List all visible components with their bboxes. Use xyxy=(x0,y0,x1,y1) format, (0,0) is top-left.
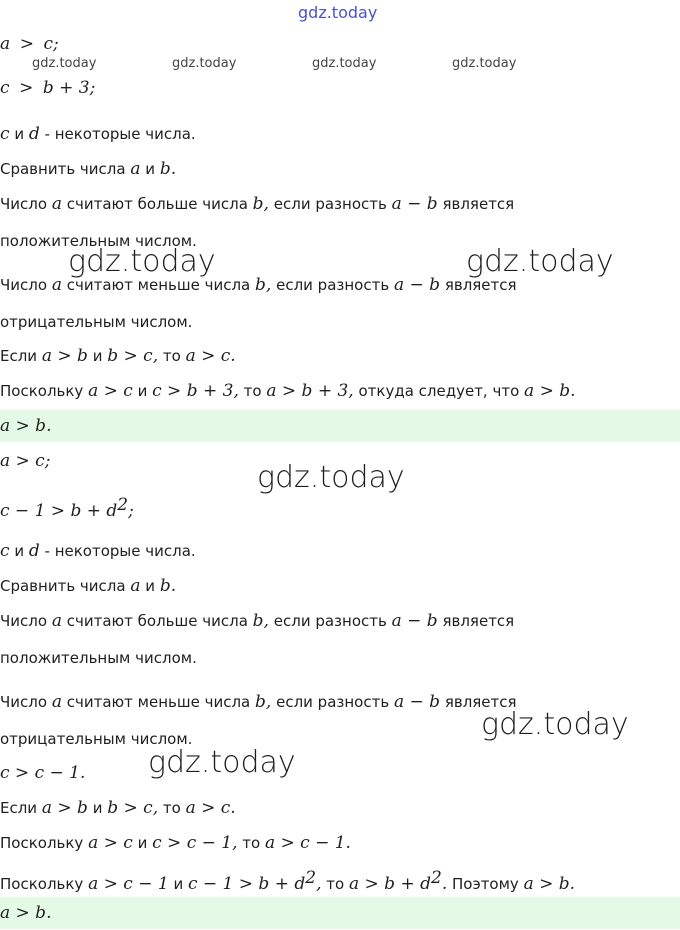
given-line: c и d - некоторые числа. xyxy=(0,124,196,144)
rule-line: Число a считают больше числа b, если разность a − b является xyxy=(0,194,515,214)
reasoning-line: Поскольку a > c и c > b + 3, то a > b + 3, откуда следует, что a > b. xyxy=(0,381,576,401)
answer-line: a > b. xyxy=(0,416,52,436)
task-line: Сравнить числа a и b. xyxy=(0,576,177,596)
watermark-large: gdz.today xyxy=(148,745,296,780)
watermark-large: gdz.today xyxy=(257,460,405,495)
watermark-small: gdz.today xyxy=(32,56,97,71)
reasoning-line: Если a > b и b > c, то a > c. xyxy=(0,346,236,366)
rule-line: отрицательным числом. xyxy=(0,313,193,331)
condition-line: a > c; xyxy=(0,34,59,54)
watermark-small: gdz.today xyxy=(312,56,377,71)
task-line: Сравнить числа a и b. xyxy=(0,159,177,179)
watermark-small: gdz.today xyxy=(452,56,517,71)
watermark-large: gdz.today xyxy=(68,244,216,279)
rule-line: отрицательным числом. xyxy=(0,730,193,748)
answer-highlight xyxy=(0,410,680,442)
reasoning-line: c > c − 1. xyxy=(0,763,86,783)
watermark-large: gdz.today xyxy=(466,244,614,279)
watermark-small: gdz.today xyxy=(172,56,237,71)
rule-line: положительным числом. xyxy=(0,649,197,667)
reasoning-line: Поскольку a > c − 1 и $c - 1 > b + d^2$, то $a > b + d^2$. Поэтому a > b. xyxy=(0,868,576,894)
rule-line: Число a считают меньше числа b, если разность a − b является xyxy=(0,275,517,295)
watermark-top: gdz.today xyxy=(298,3,378,22)
reasoning-line: Если a > b и b > c, то a > c. xyxy=(0,798,236,818)
answer-line: a > b. xyxy=(0,903,52,923)
reasoning-line: Поскольку a > c и c > c − 1, то a > c − 1. xyxy=(0,833,351,853)
rule-line: Число a считают больше числа b, если разность a − b является xyxy=(0,611,515,631)
rule-line: Число a считают меньше числа b, если разность a − b является xyxy=(0,692,517,712)
given-line: c и d - некоторые числа. xyxy=(0,541,196,561)
condition-line: $c - 1 > b + d^2$; xyxy=(0,495,134,521)
condition-line: a > c; xyxy=(0,451,51,471)
watermark-large: gdz.today xyxy=(481,707,629,742)
rule-line: положительным числом. xyxy=(0,232,197,250)
condition-line: c > b + 3; xyxy=(0,78,96,98)
answer-highlight xyxy=(0,897,680,929)
